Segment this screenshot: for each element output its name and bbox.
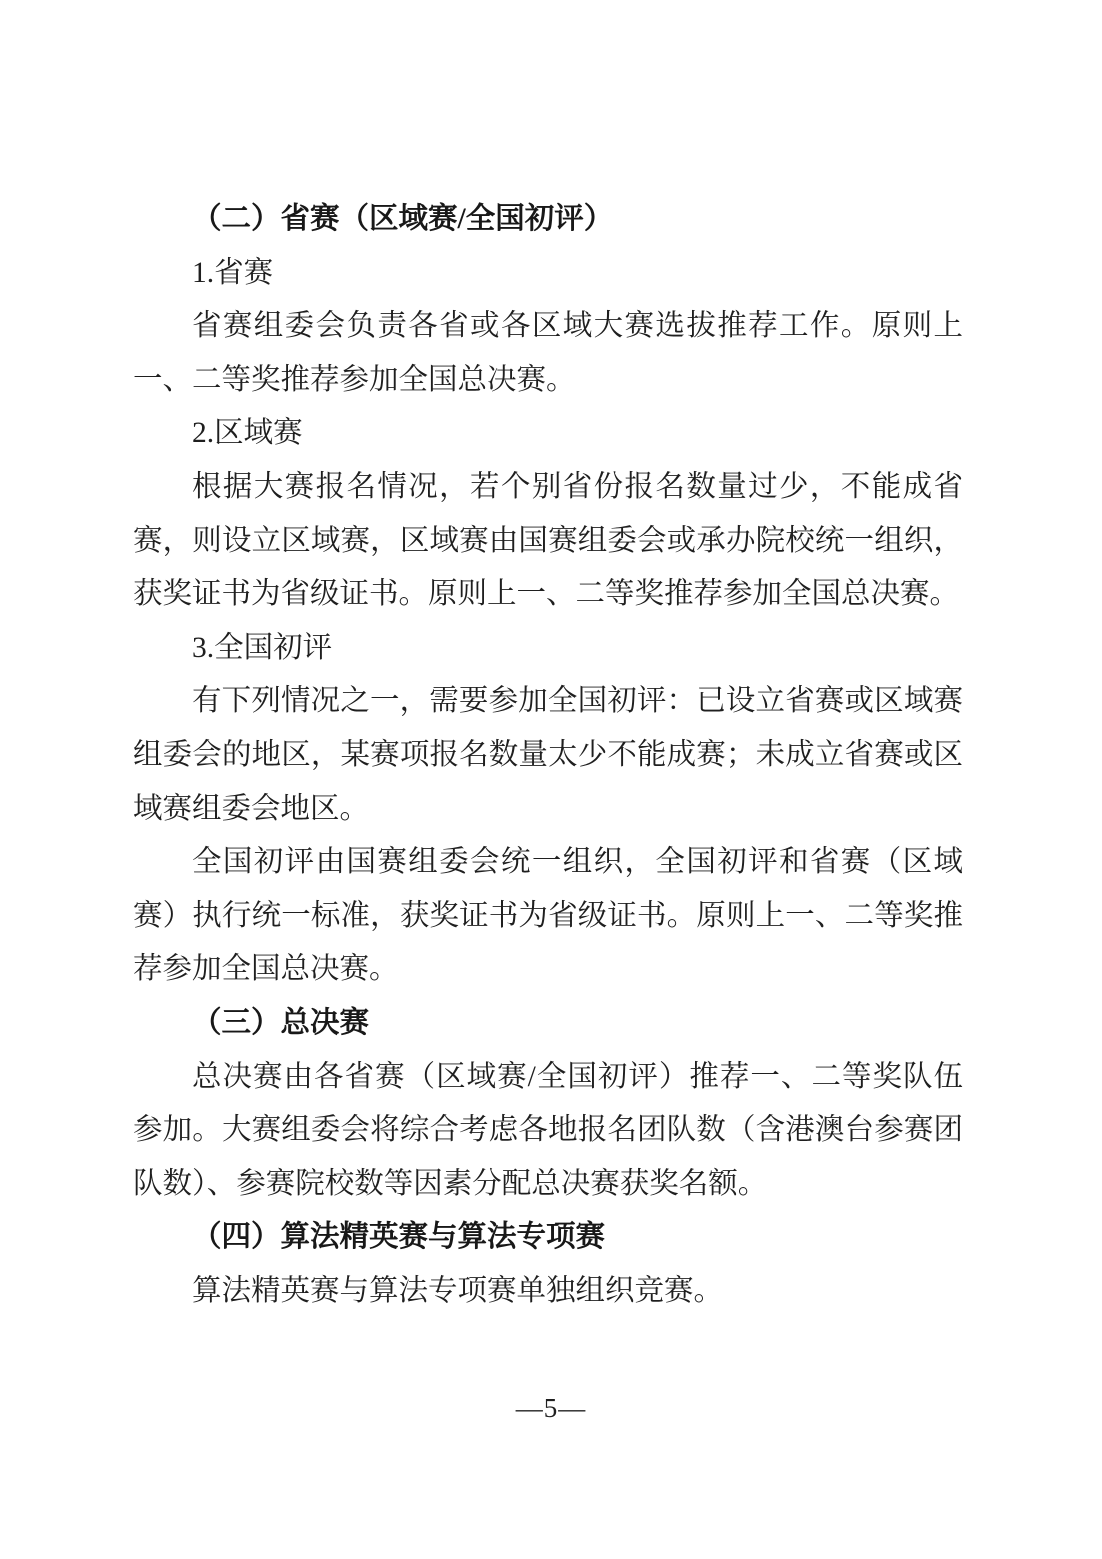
section-heading-4: （四）算法精英赛与算法专项赛 [192, 1221, 606, 1254]
paragraph: 根据大赛报名情况，若个别省份报名数量过少，不能成省赛，则设立区域赛，区域赛由国赛组委会或承办院校统一组织，获奖证书为省级证书。原则上一、二等奖推荐参加全国总决赛。 [133, 470, 963, 611]
paragraph: 总决赛由各省赛（区域赛/全国初评）推荐一、二等奖队伍参加。大赛组委会将综合考虑各地报名团队数（含港澳台参赛团队数）、参赛院校数等因素分配总决赛获奖名额。 [133, 1060, 963, 1200]
subheading-3-quanguochuping: 3.全国初评 [192, 631, 333, 664]
section-heading-2: （二）省赛（区域赛/全国初评） [192, 203, 614, 235]
section-heading-3: （三）总决赛 [192, 1006, 370, 1039]
subheading-1-shengsai: 1.省赛 [192, 256, 274, 289]
paragraph: 省赛组委会负责各省或各区域大赛选拔推荐工作。原则上一、二等奖推荐参加全国总决赛。 [133, 310, 963, 396]
subheading-2-quyusai: 2.区域赛 [192, 417, 303, 450]
document-body [133, 193, 963, 1318]
page-number: —5— [515, 1393, 587, 1423]
paragraph: 全国初评由国赛组委会统一组织，全国初评和省赛（区域赛）执行统一标准，获奖证书为省级证书。原则上一、二等奖推荐参加全国总决赛。 [133, 846, 963, 986]
paragraph: 算法精英赛与算法专项赛单独组织竞赛。 [192, 1274, 724, 1307]
paragraph: 有下列情况之一，需要参加全国初评：已设立省赛或区域赛组委会的地区，某赛项报名数量太少不能成赛；未成立省赛或区域赛组委会地区。 [133, 685, 963, 825]
